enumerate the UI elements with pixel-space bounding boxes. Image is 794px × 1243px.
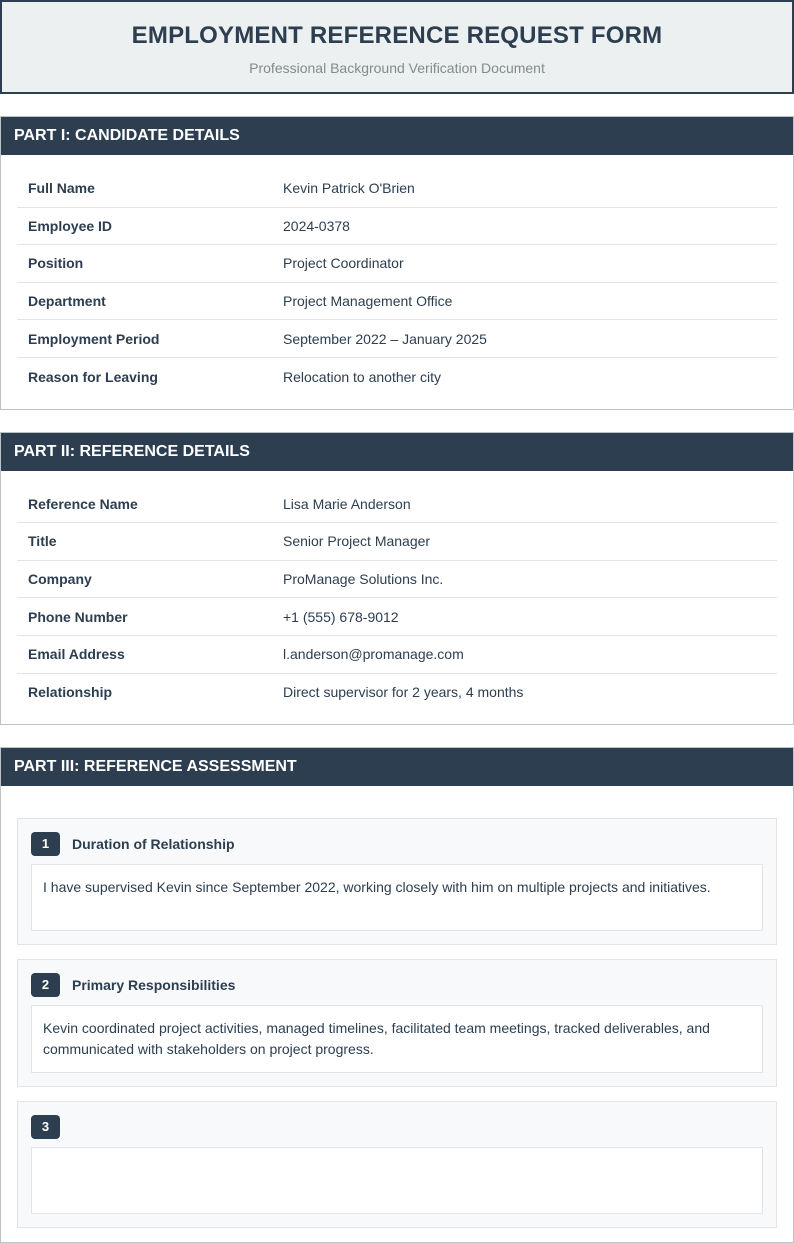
section-reference-assessment xyxy=(0,747,794,1243)
field-value: Project Coordinator xyxy=(283,255,404,272)
spacer xyxy=(0,94,794,116)
field-label: Position xyxy=(28,255,84,272)
table-row xyxy=(17,674,777,712)
field-label: Department xyxy=(28,293,106,310)
answer-box[interactable]: Kevin coordinated project activities, managed timelines, facilitated team meetings, tracked deliverables, and communicated with stakeholders on project progress. xyxy=(31,1005,763,1073)
field-label: Phone Number xyxy=(28,608,128,625)
answer-box[interactable] xyxy=(31,1147,763,1214)
question-header xyxy=(31,1115,763,1139)
field-value: ProManage Solutions Inc. xyxy=(283,571,444,588)
candidate-details-table xyxy=(1,155,793,409)
document-title: EMPLOYMENT REFERENCE REQUEST FORM xyxy=(131,22,663,49)
field-value: +1 (555) 678-9012 xyxy=(283,608,399,625)
table-row xyxy=(17,598,777,636)
table-row xyxy=(17,523,777,561)
table-row xyxy=(17,283,777,321)
reference-details-table xyxy=(1,471,793,725)
assessment-questions xyxy=(1,786,793,1228)
field-value: Relocation to another city xyxy=(283,368,441,385)
question-title: Duration of Relationship xyxy=(72,836,235,853)
table-row xyxy=(17,320,777,358)
field-label: Company xyxy=(28,571,92,588)
table-row xyxy=(17,245,777,283)
table-row xyxy=(17,636,777,674)
spacer xyxy=(0,725,794,747)
field-value: Direct supervisor for 2 years, 4 months xyxy=(283,684,524,701)
question-card xyxy=(17,818,777,945)
field-value: 2024-0378 xyxy=(283,217,350,234)
section-reference-details xyxy=(0,432,794,726)
field-value: Lisa Marie Anderson xyxy=(283,495,411,512)
field-value: Kevin Patrick O'Brien xyxy=(283,180,415,197)
table-row xyxy=(17,208,777,246)
document-header xyxy=(0,0,794,94)
section-title: PART I: CANDIDATE DETAILS xyxy=(1,117,793,155)
table-row xyxy=(17,486,777,524)
field-value: Senior Project Manager xyxy=(283,533,431,550)
question-header xyxy=(31,973,763,997)
field-label: Relationship xyxy=(28,684,113,701)
table-row xyxy=(17,561,777,599)
field-label: Reason for Leaving xyxy=(28,368,158,385)
field-label: Reference Name xyxy=(28,495,138,512)
section-title: PART III: REFERENCE ASSESSMENT xyxy=(1,748,793,786)
question-header xyxy=(31,832,763,856)
field-label: Employment Period xyxy=(28,330,160,347)
question-number-badge: 3 xyxy=(31,1115,60,1139)
question-title: Primary Responsibilities xyxy=(72,977,236,994)
question-card xyxy=(17,959,777,1087)
table-row xyxy=(17,358,777,396)
field-value: September 2022 – January 2025 xyxy=(283,330,487,347)
field-value: l.anderson@promanage.com xyxy=(283,646,464,663)
field-label: Title xyxy=(28,533,57,550)
section-title: PART II: REFERENCE DETAILS xyxy=(1,433,793,471)
field-label: Email Address xyxy=(28,646,125,663)
question-card xyxy=(17,1101,777,1228)
field-label: Full Name xyxy=(28,180,95,197)
question-number-badge: 2 xyxy=(31,973,60,997)
spacer xyxy=(0,410,794,432)
document-subtitle: Professional Background Verification Document xyxy=(249,60,545,76)
answer-box[interactable]: I have supervised Kevin since September 2022, working closely with him on multiple projects and initiatives. xyxy=(31,864,763,931)
section-candidate-details xyxy=(0,116,794,410)
field-value: Project Management Office xyxy=(283,293,453,310)
question-number-badge: 1 xyxy=(31,832,60,856)
table-row xyxy=(17,170,777,208)
field-label: Employee ID xyxy=(28,217,113,234)
